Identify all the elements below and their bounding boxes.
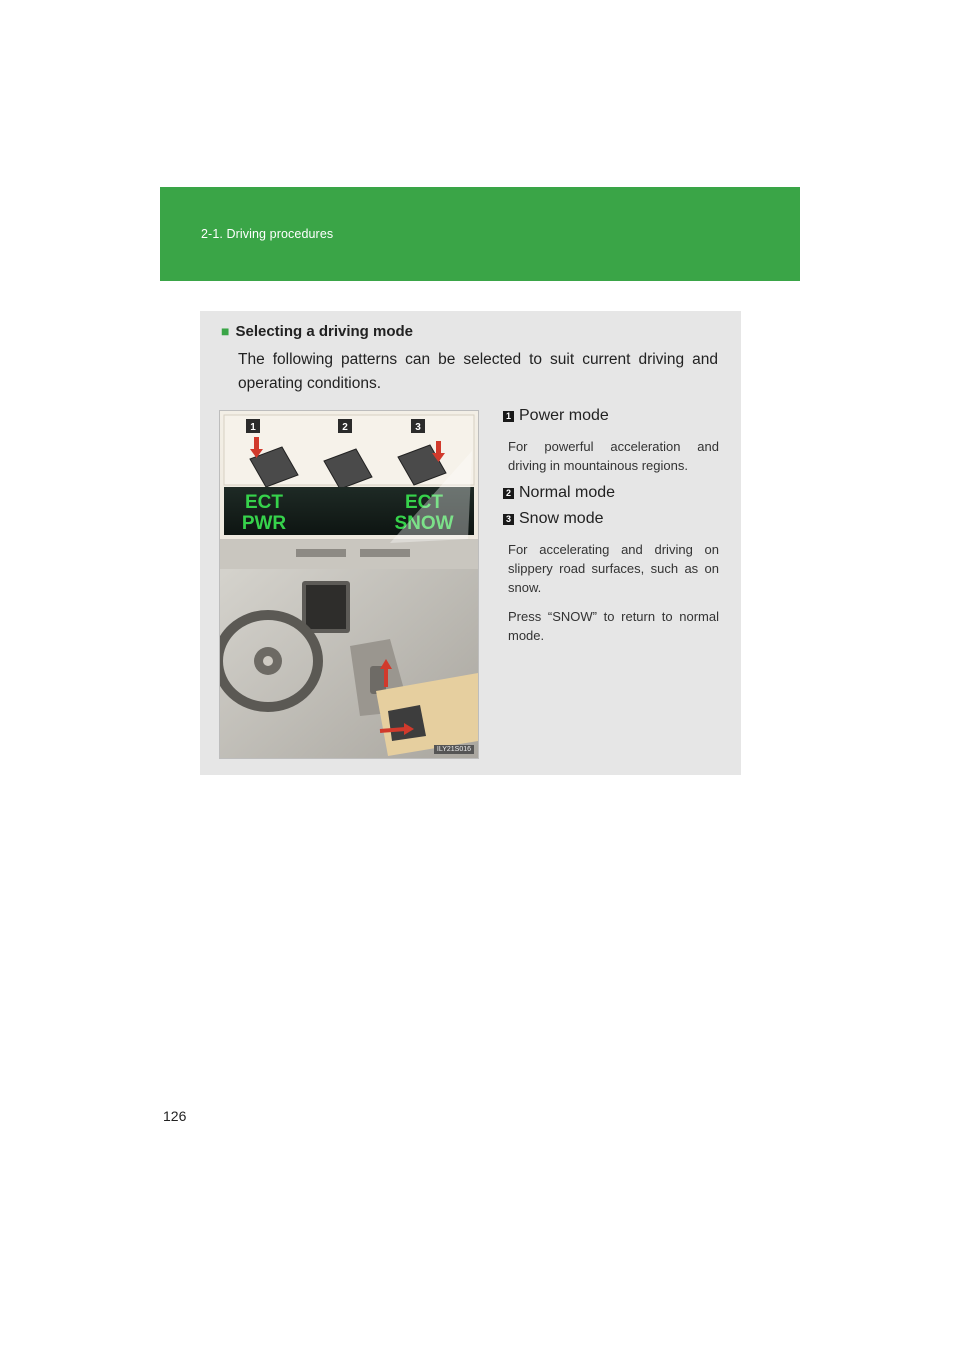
display-right-bottom: SNOW <box>394 513 454 534</box>
mode-title: Snow mode <box>519 510 604 527</box>
mode-normal <box>503 484 719 502</box>
console-figure <box>219 410 479 759</box>
display-left-top: ECT <box>245 492 283 513</box>
mode-desc: For accelerating and driving on slippery road surfaces, such as on snow. <box>508 542 719 595</box>
console-illustration <box>220 411 478 758</box>
number-3-icon: 3 <box>503 514 514 525</box>
figure-label-1: 1 <box>250 422 256 433</box>
number-2-icon: 2 <box>503 488 514 499</box>
mode-title: Power mode <box>519 407 609 424</box>
intro-text: The following patterns can be selected to suit current driving and operating conditions. <box>238 351 718 392</box>
subheading-text: Selecting a driving mode <box>235 323 414 340</box>
page-number: 126 <box>163 1108 187 1124</box>
section-title: 2-1. Driving procedures <box>201 227 334 241</box>
mode-note: Press “SNOW” to return to normal mode. <box>508 609 719 643</box>
subheading <box>221 323 413 340</box>
number-1-icon: 1 <box>503 411 514 422</box>
mode-title: Normal mode <box>519 484 616 501</box>
header-band <box>160 187 800 281</box>
mode-desc: For powerful acceleration and driving in mountainous regions. <box>508 439 719 473</box>
display-left-bottom: PWR <box>241 513 287 534</box>
figure-label-2: 2 <box>342 422 348 433</box>
display-right-top: ECT <box>405 492 443 513</box>
square-bullet-icon: ■ <box>221 323 230 339</box>
figure-label-3: 3 <box>415 422 421 433</box>
mode-power <box>503 407 719 475</box>
mode-snow <box>503 510 719 645</box>
info-panel <box>200 311 741 775</box>
figure-code: ILY21S016 <box>434 745 474 754</box>
